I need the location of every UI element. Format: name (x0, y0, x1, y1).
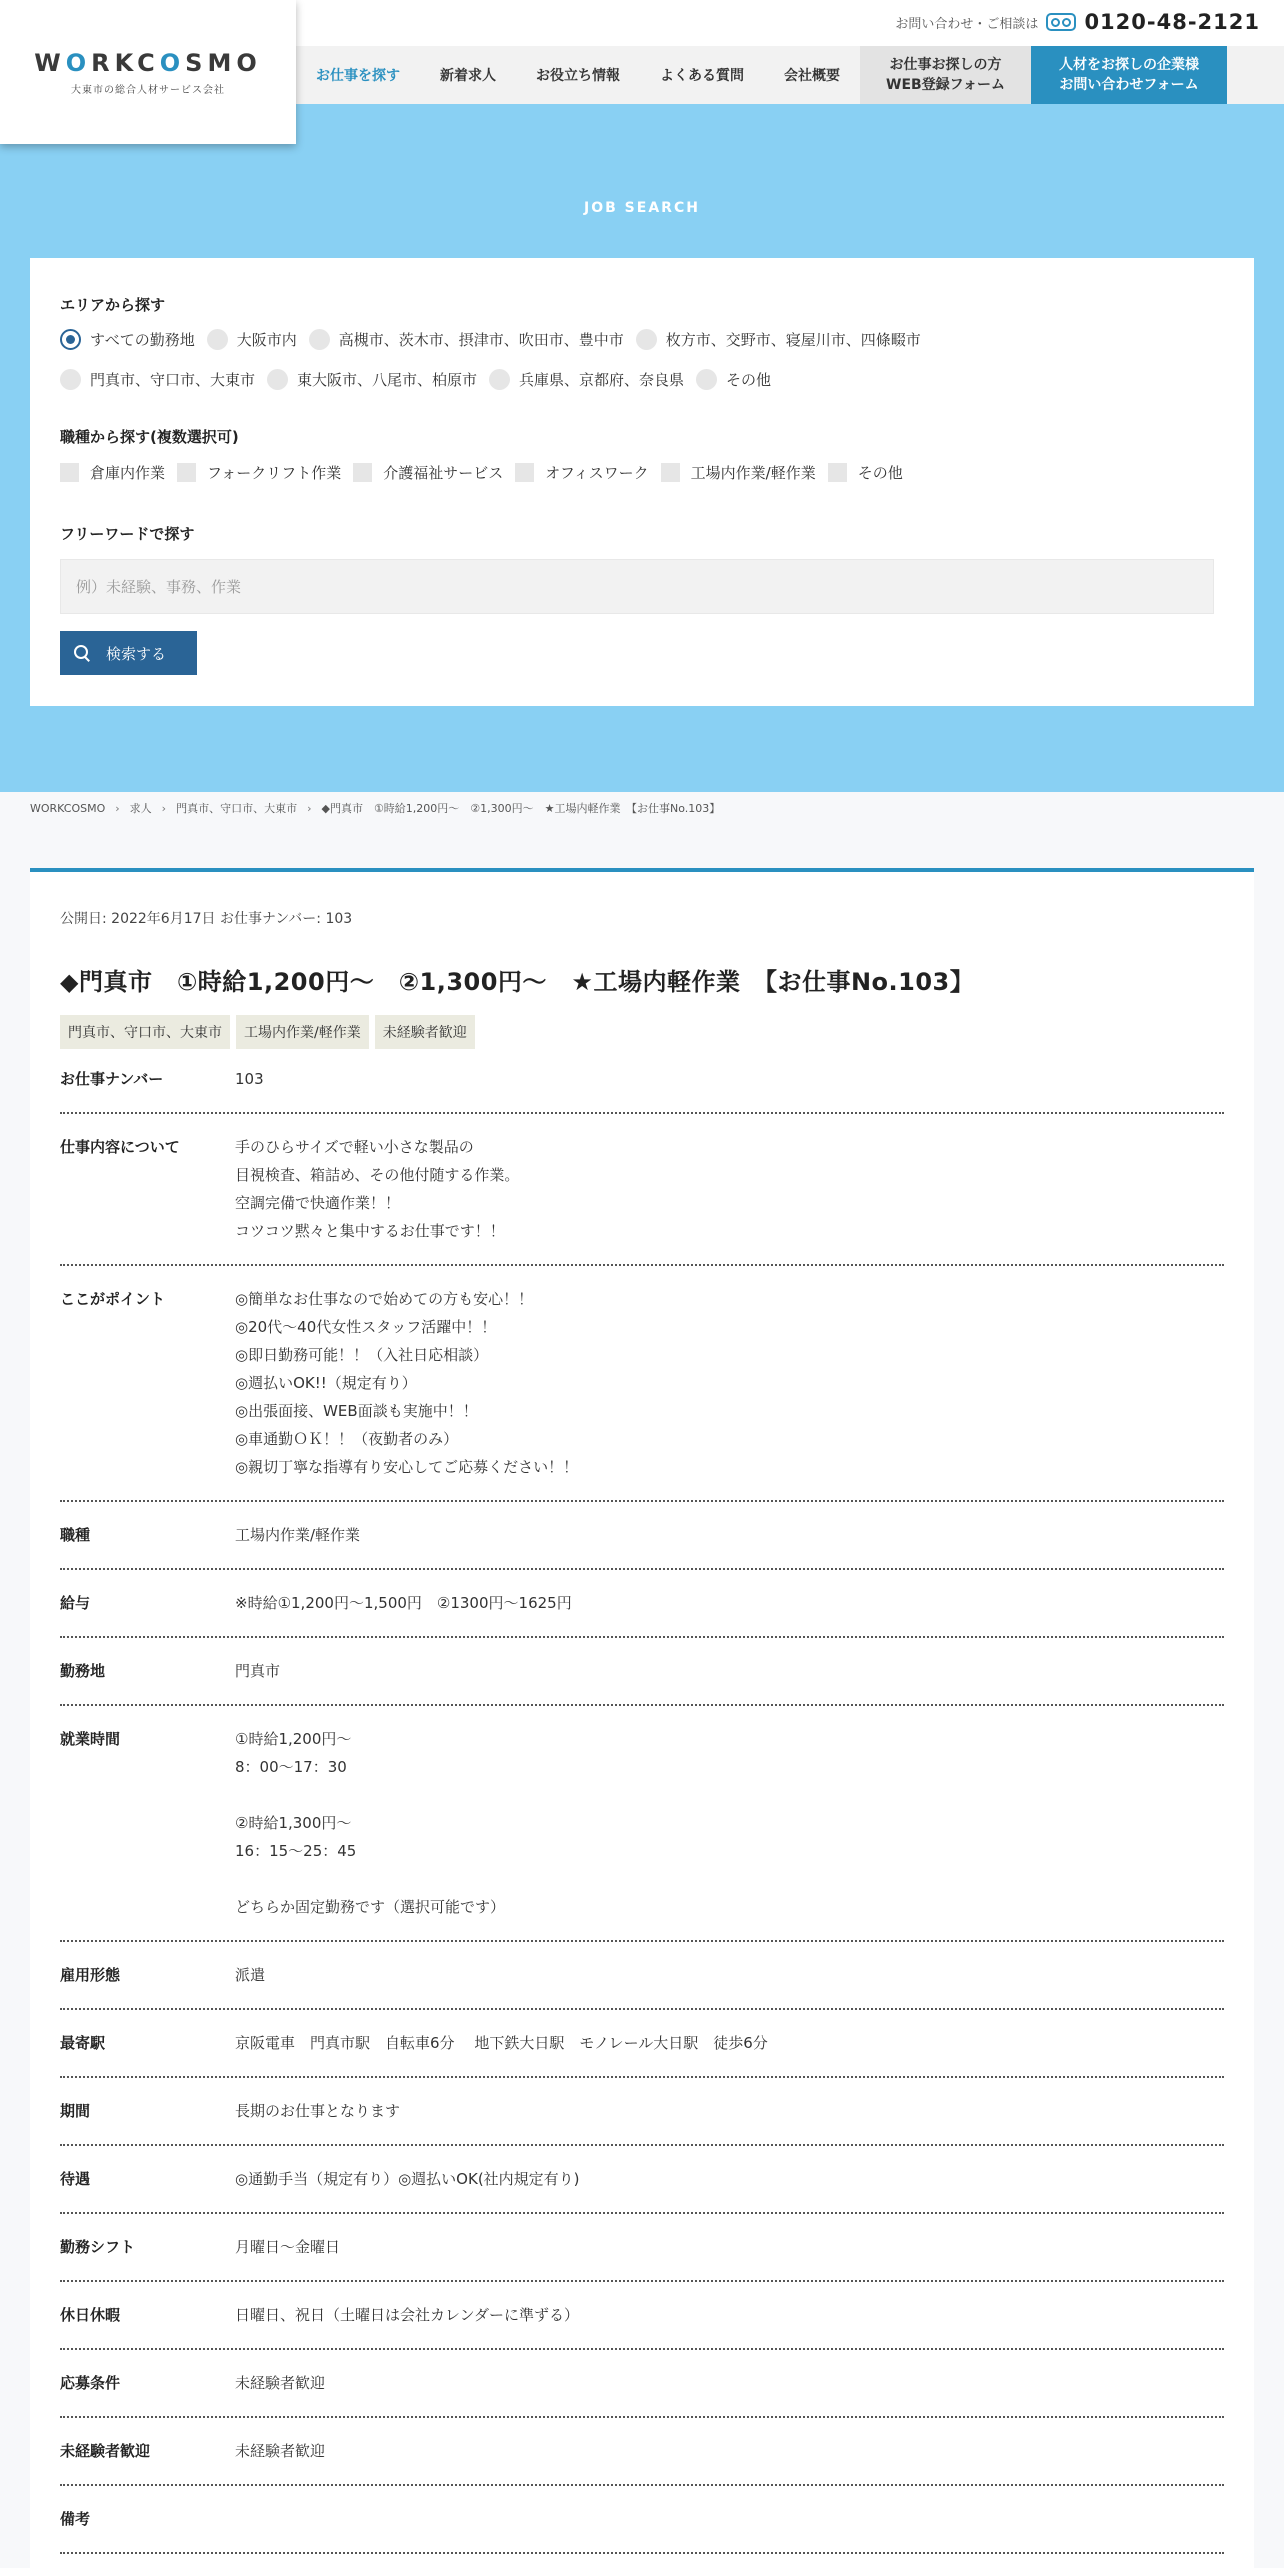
detail-label: 休日休暇 (60, 2306, 121, 2324)
search-icon (74, 645, 90, 661)
company-contact-button[interactable] (1031, 46, 1227, 104)
logo-text-smo: SMO (185, 48, 262, 77)
nav-item-new-jobs[interactable]: 新着求人 (440, 68, 496, 84)
detail-label: 最寄駅 (60, 2034, 106, 2052)
logo-subtitle: 大東市の総合人材サービス会社 (71, 84, 225, 96)
breadcrumb-jobs[interactable]: 求人 (129, 802, 152, 815)
area-option-kadoma[interactable] (60, 369, 255, 390)
job-type-options (60, 462, 1224, 483)
detail-label: 未経験者歓迎 (60, 2442, 151, 2460)
tag-job-type[interactable]: 工場内作業/軽作業 (236, 1015, 369, 1049)
area-option-hirakata[interactable] (636, 329, 921, 350)
detail-label: 期間 (60, 2102, 91, 2120)
chevron-right-icon: › (307, 801, 312, 815)
area-option-label: その他 (726, 371, 772, 389)
detail-label: 勤務シフト (60, 2238, 136, 2256)
detail-value: 未経験者歓迎 (235, 2442, 326, 2460)
detail-row-shift (60, 2214, 1224, 2282)
area-option-all[interactable] (60, 329, 195, 350)
radio-icon[interactable] (60, 369, 81, 390)
detail-value: ◎通勤手当（規定有り）◎週払いOK(社内規定有り) (235, 2170, 580, 2188)
company-contact-line1: 人材をお探しの企業様 (1059, 56, 1199, 73)
detail-row-holidays (60, 2282, 1224, 2350)
job-detail-card (30, 868, 1254, 2568)
breadcrumb-current: ◆門真市 ①時給1,200円～ ②1,300円～ ★工場内軽作業 【お仕事No.103】 (321, 802, 721, 815)
area-option-label: 東大阪市、八尾市、柏原市 (297, 371, 478, 389)
detail-row-benefits (60, 2146, 1224, 2214)
job-option-warehouse[interactable] (60, 462, 165, 483)
job-title: ◆門真市 ①時給1,200円～ ②1,300円～ ★工場内軽作業 【お仕事No.103】 (60, 968, 975, 996)
company-contact-line2: お問い合わせフォーム (1059, 77, 1199, 93)
detail-label: お仕事ナンバー (60, 1070, 164, 1088)
chevron-right-icon: › (115, 801, 120, 815)
web-register-button[interactable] (860, 46, 1031, 104)
detail-row-job-content (60, 1114, 1224, 1266)
logo-text-o2: O (159, 48, 186, 77)
job-option-label: 倉庫内作業 (90, 464, 166, 482)
detail-row-points (60, 1266, 1224, 1502)
area-option-osaka[interactable] (207, 329, 297, 350)
logo-text-rkc: RKC (91, 48, 160, 77)
detail-label: 雇用形態 (60, 1966, 121, 1984)
area-option-higashiosaka[interactable] (267, 369, 477, 390)
area-option-other[interactable] (696, 369, 771, 390)
detail-value: 派遣 (235, 1966, 266, 1984)
chevron-right-icon: › (161, 801, 167, 815)
detail-value: 手のひらサイズで軽い小さな製品の 目視検査、箱詰め、その他付随する作業。 空調完備で快適作業！！ コツコツ黙々と集中するお仕事です！！ (235, 1138, 520, 1240)
checkbox-icon[interactable] (177, 463, 196, 482)
nav-item-job-search[interactable]: お仕事を探す (316, 68, 400, 84)
detail-value: 103 (235, 1070, 264, 1088)
detail-label: 勤務地 (60, 1662, 106, 1680)
detail-row-period (60, 2078, 1224, 2146)
job-option-office[interactable] (515, 462, 648, 483)
job-option-label: その他 (857, 464, 903, 482)
site-header (0, 0, 1284, 104)
radio-checked-icon[interactable] (60, 329, 81, 350)
detail-value: 未経験者歓迎 (235, 2374, 326, 2392)
breadcrumb (30, 800, 720, 816)
tag-area[interactable]: 門真市、守口市、大東市 (60, 1015, 230, 1049)
web-register-line1: お仕事お探しの方 (889, 56, 1002, 73)
detail-row-job-number (60, 1055, 1224, 1114)
detail-label: 備考 (60, 2510, 91, 2528)
job-tags (60, 1015, 1224, 1049)
detail-label: 仕事内容について (60, 1138, 180, 1156)
logo-text-w: W (34, 48, 66, 77)
job-option-label: オフィスワーク (545, 464, 649, 482)
detail-row-requirements (60, 2350, 1224, 2418)
area-option-label: すべての勤務地 (90, 331, 195, 349)
detail-label: 待遇 (60, 2170, 91, 2188)
checkbox-icon[interactable] (515, 463, 534, 482)
detail-value: 月曜日～金曜日 (235, 2238, 341, 2256)
freeword-section-title: フリーワードで探す (60, 525, 195, 543)
job-option-care[interactable] (353, 462, 503, 483)
tag-inexperienced[interactable]: 未経験者歓迎 (375, 1015, 475, 1049)
detail-row-hours (60, 1706, 1224, 1942)
radio-icon[interactable] (207, 329, 228, 350)
area-options-row-2 (60, 369, 1224, 390)
detail-value: ①時給1,200円～ 8：00～17：30 ②時給1,300円～ 16：15～25：45 どちらか固定勤務です（選択可能です） (235, 1730, 506, 1916)
detail-value: ※時給①1,200円～1,500円 ②1300円～1625円 (235, 1594, 572, 1612)
area-option-label: 大阪市内 (236, 331, 297, 349)
checkbox-icon[interactable] (828, 463, 847, 482)
radio-icon[interactable] (636, 329, 657, 350)
detail-value: 長期のお仕事となります (235, 2102, 401, 2120)
radio-icon[interactable] (489, 369, 510, 390)
area-option-label: 高槻市、茨木市、摂津市、吹田市、豊中市 (338, 331, 624, 349)
detail-value: 京阪電車 門真市駅 自転車6分 地下鉄大日駅 モノレール大日駅 徒歩6分 (235, 2034, 768, 2052)
contact-line (895, 10, 1260, 34)
detail-label: ここがポイント (60, 1290, 166, 1308)
web-register-line2: WEB登録フォーム (886, 77, 1005, 93)
free-dial-icon (1046, 13, 1076, 31)
area-section-title: エリアから探す (60, 296, 166, 314)
nav-item-useful-info[interactable]: お役立ち情報 (536, 68, 620, 84)
detail-row-station (60, 2010, 1224, 2078)
detail-label: 職種 (60, 1526, 91, 1544)
search-form (30, 258, 1254, 706)
job-search-section (0, 104, 1284, 792)
checkbox-icon[interactable] (661, 463, 680, 482)
nav-item-faq[interactable]: よくある質問 (660, 68, 744, 84)
detail-value: 工場内作業/軽作業 (235, 1526, 361, 1544)
area-option-label: 枚方市、交野市、寝屋川市、四條畷市 (665, 331, 921, 349)
logo-link[interactable] (0, 0, 296, 144)
detail-label: 給与 (60, 1594, 91, 1612)
job-type-section-title: 職種から探す(複数選択可) (60, 428, 239, 446)
detail-row-notes (60, 2486, 1224, 2554)
detail-row-job-type (60, 1502, 1224, 1570)
job-detail-table (60, 1055, 1224, 2554)
job-option-other[interactable] (828, 462, 903, 483)
detail-label: 応募条件 (60, 2374, 121, 2392)
job-option-label: 介護福祉サービス (383, 464, 504, 482)
breadcrumb-home[interactable]: WORKCOSMO (30, 801, 106, 815)
job-option-label: 工場内作業/軽作業 (690, 464, 816, 482)
radio-icon[interactable] (696, 369, 717, 390)
job-option-label: フォークリフト作業 (207, 464, 342, 482)
checkbox-icon[interactable] (353, 463, 372, 482)
job-meta: 公開日: 2022年6月17日 お仕事ナンバー: 103 (60, 911, 353, 927)
area-option-hyogo[interactable] (489, 369, 684, 390)
detail-row-inexperienced (60, 2418, 1224, 2486)
logo-text-o: O (65, 48, 92, 77)
detail-value: 日曜日、祝日（土曜日は会社カレンダーに準ずる） (235, 2306, 580, 2324)
area-option-takatsuki[interactable] (309, 329, 624, 350)
search-button[interactable] (60, 631, 197, 675)
logo (34, 49, 262, 77)
nav-item-company[interactable]: 会社概要 (784, 68, 840, 84)
area-options-row-1 (60, 329, 1224, 350)
detail-value: ◎簡単なお仕事なので始めての方も安心！！ ◎20代～40代女性スタッフ活躍中！！ ◎即日勤務可能！！（入社日応相談） ◎週払いOK!!（規定有り） ◎出張面接、WEB面談も実施中！！ ◎車通勤ＯＫ！！（夜勤者のみ） ◎親切丁寧な指導有り安心してご応募ください！！ (235, 1290, 579, 1476)
radio-icon[interactable] (309, 329, 330, 350)
main-nav (296, 46, 1284, 104)
job-option-forklift[interactable] (177, 462, 341, 483)
contact-label: お問い合わせ・ご相談は (895, 16, 1039, 32)
detail-value: 門真市 (235, 1662, 281, 1680)
radio-icon[interactable] (267, 369, 288, 390)
detail-row-location (60, 1638, 1224, 1706)
phone-number[interactable]: 0120-48-2121 (1084, 10, 1260, 34)
breadcrumb-area[interactable]: 門真市、守口市、大東市 (176, 802, 298, 815)
job-option-factory[interactable] (661, 462, 816, 483)
freeword-input[interactable] (60, 559, 1214, 614)
detail-label: 就業時間 (60, 1730, 121, 1748)
search-button-label: 検索する (106, 644, 167, 663)
area-option-label: 門真市、守口市、大東市 (90, 371, 256, 389)
checkbox-icon[interactable] (60, 463, 79, 482)
area-option-label: 兵庫県、京都府、奈良県 (519, 371, 685, 389)
job-search-title: JOB SEARCH (584, 200, 700, 216)
detail-row-employment (60, 1942, 1224, 2010)
detail-row-salary (60, 1570, 1224, 1638)
